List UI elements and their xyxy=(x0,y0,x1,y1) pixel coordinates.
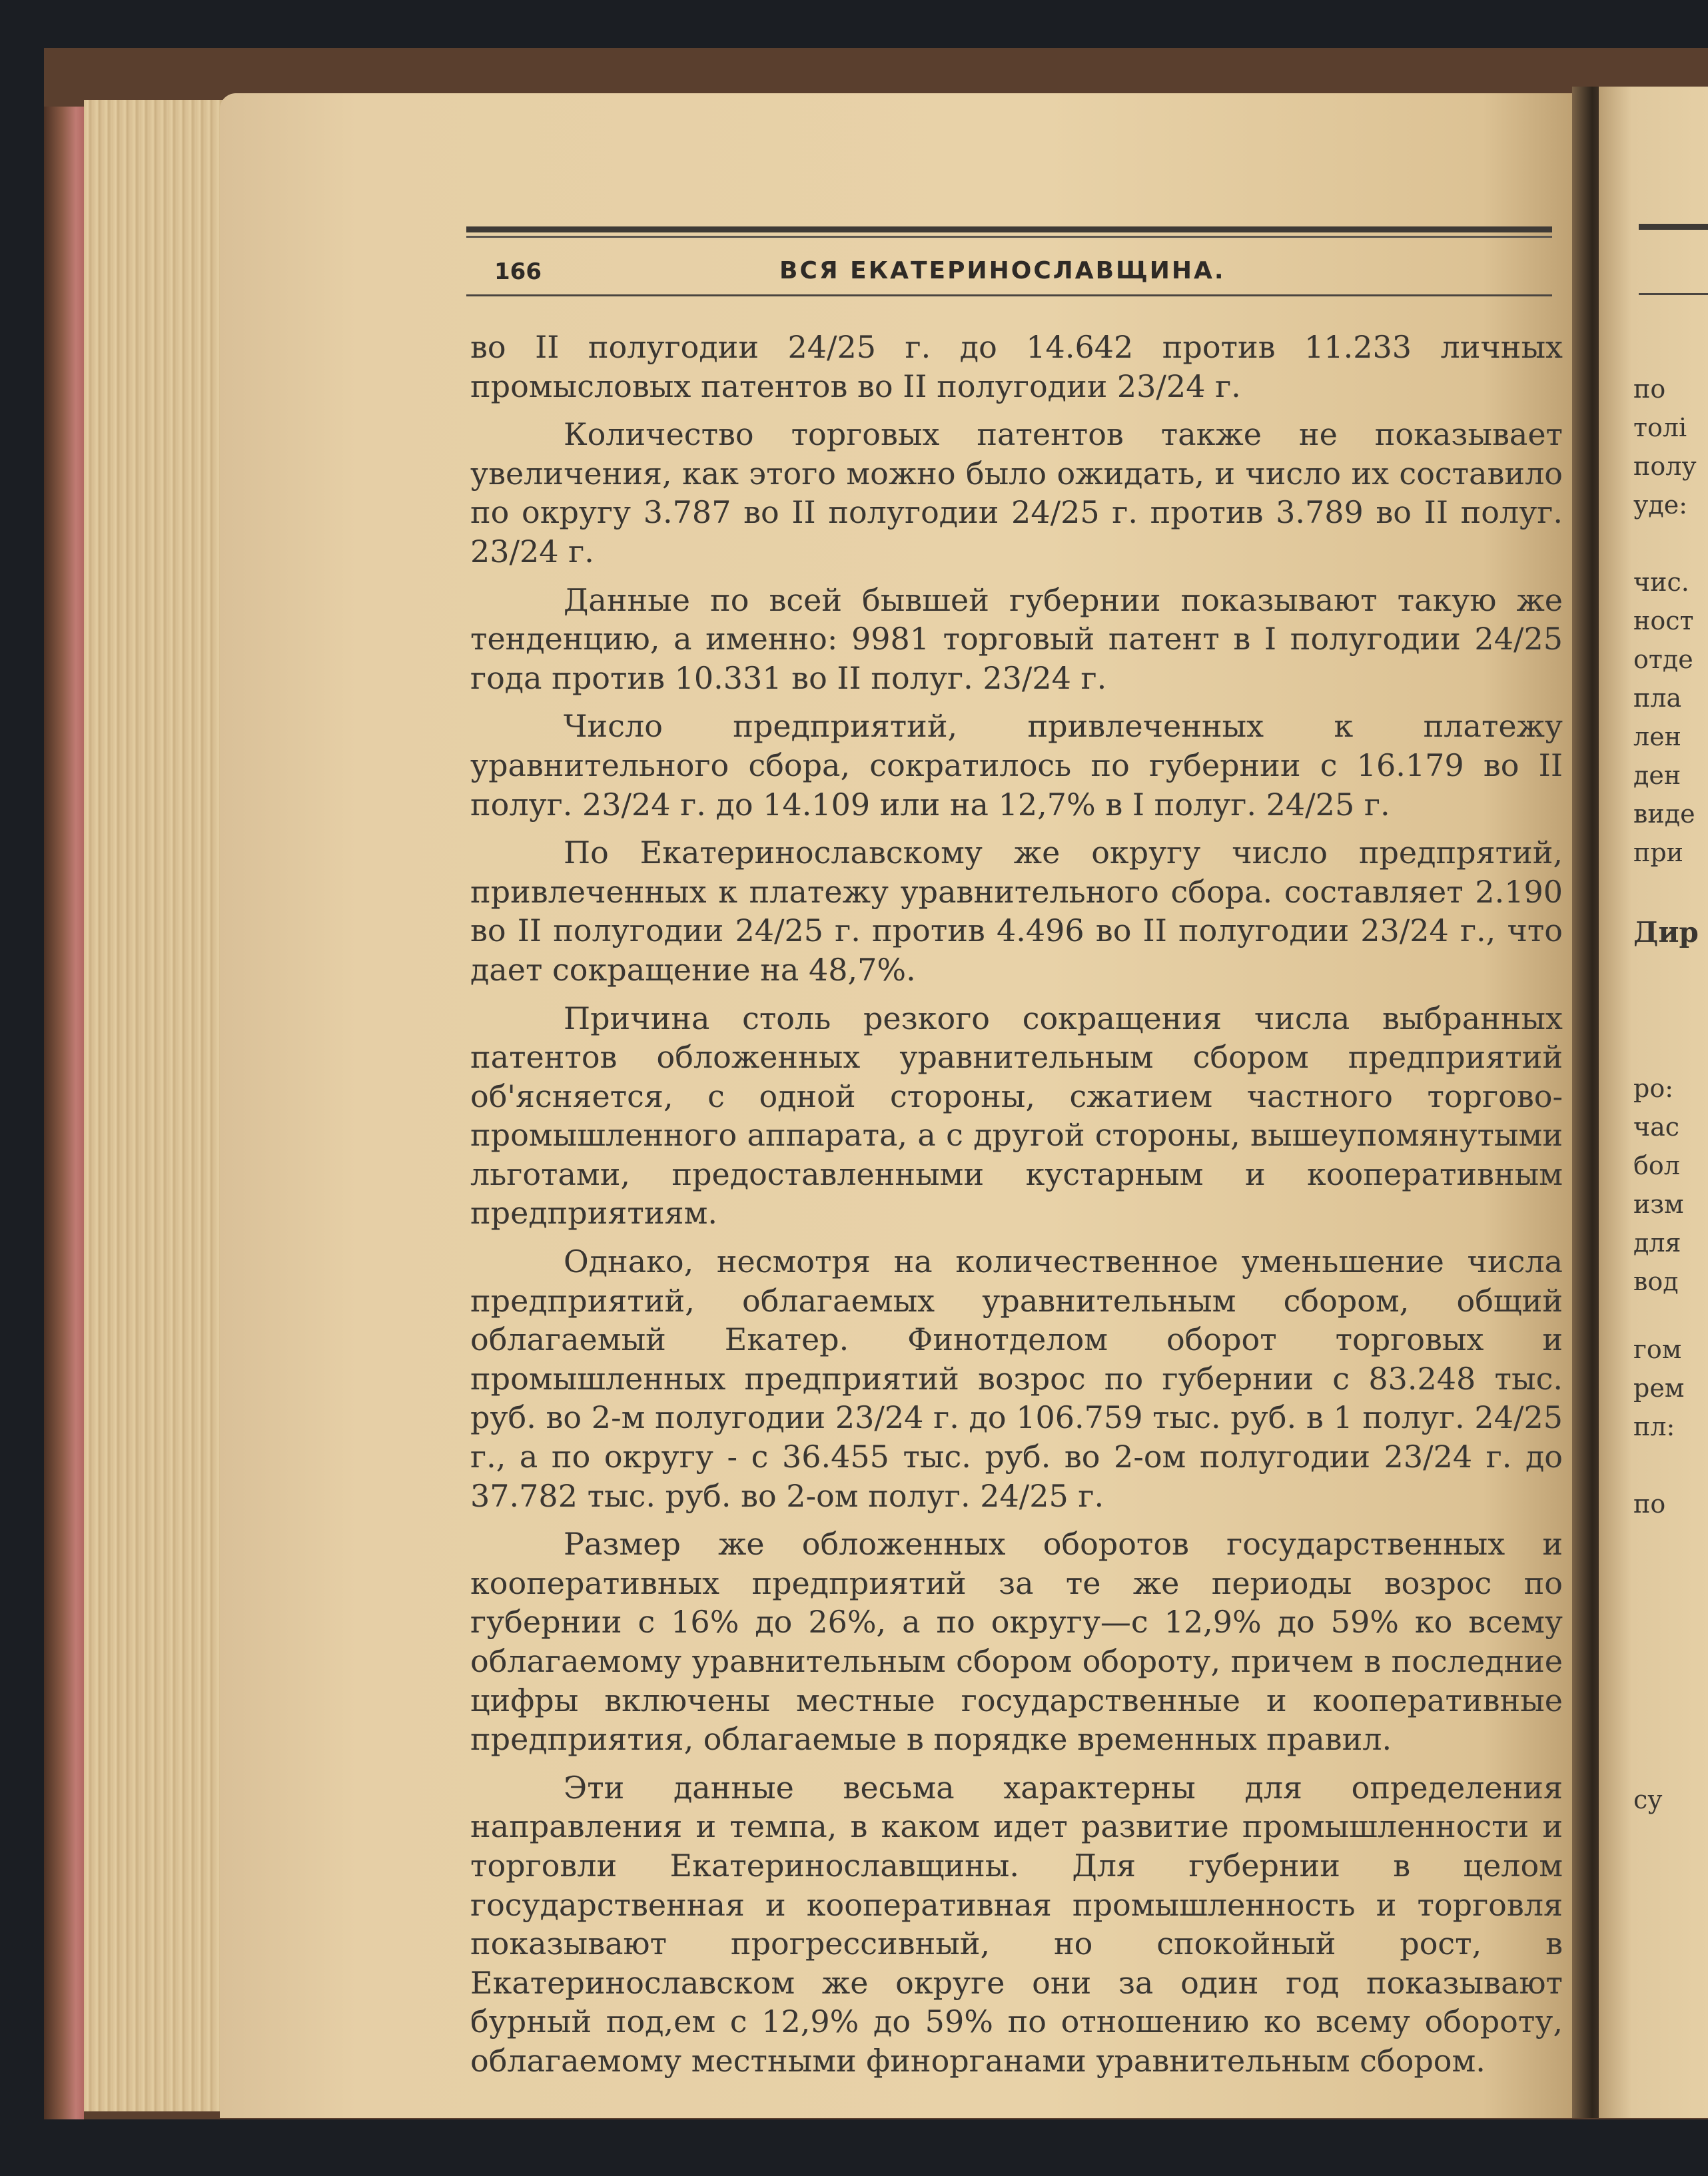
paragraph: Эти данные весьма характерны для определения направления и темпа, в каком идет развитие промышленности и торговли Екатеринославщины. Для губернии в целом государственная и кооперативная промышленность и торговля показывают прогрессивный, но спокойный рост, в Екатеринославском же округе они за один год показывают бурный под,ем с 12,9% до 59% по отношению ко всему обороту, облагаемому местными финорганами уравнительным сбором. xyxy=(470,1769,1563,2079)
right-page-fragment: толі xyxy=(1633,413,1687,442)
book-edge xyxy=(44,107,84,2119)
right-page-fragment: полу xyxy=(1633,452,1697,481)
right-header-underline xyxy=(1639,293,1708,295)
paragraph: Однако, несмотря на количественное уменьшение числа предприятий, облагаемых уравнительным сбором, общий облагаемый Екатер. Финотделом оборот торговых и промышленных предприятий возрос по губернии с 83.248 тыс. руб. во 2-м полугодии 23/24 г. до 106.759 тыс. руб. в 1 полуг. 24/25 г., а по округу - с 36.455 тыс. руб. во 2-ом полугодии 23/24 г. до 37.782 тыс. руб. во 2-ом полуг. 24/25 г. xyxy=(470,1244,1563,1514)
header-rule-thick xyxy=(466,226,1552,232)
right-page-fragment: по xyxy=(1633,374,1666,404)
right-page-fragment: при xyxy=(1633,838,1683,867)
paragraph: Данные по всей бывшей губернии показывают такую же тенденцию, а именно: 9981 торговый патент в I полугодии 24/25 года против 10.331 во II полуг. 23/24 г. xyxy=(470,581,1563,696)
body-text xyxy=(470,328,1563,2090)
right-page-fragment: лен xyxy=(1633,722,1681,751)
paragraph: Количество торговых патентов также не показывает увеличения, как этого можно было ожидать, и число их составило по округу 3.787 во II полугодии 24/25 г. против 3.789 во II полуг. 23/24 г. xyxy=(470,416,1563,569)
header-rule-thin xyxy=(466,236,1552,238)
right-page-fragment: час xyxy=(1633,1112,1680,1142)
header-underline xyxy=(466,294,1552,296)
right-page-fragment: уде: xyxy=(1633,490,1688,520)
page-number: 166 xyxy=(494,258,542,285)
right-page-fragment: ден xyxy=(1633,761,1681,790)
right-page-fragment: чис. xyxy=(1633,567,1689,597)
paragraph: По Екатеринославскому же округу число предпрятий, привлеченных к платежу уравнительного сбора. составляет 2.190 во II полугодии 24/25 г. против 4.496 во II полугодии 23/24 г., что дает сокращение на 48,7%. xyxy=(470,835,1563,988)
right-page-fragment: рем xyxy=(1633,1373,1685,1403)
right-page-fragment: изм xyxy=(1633,1190,1684,1219)
running-title: ВСЯ ЕКАТЕРИНОСЛАВЩИНА. xyxy=(779,257,1226,284)
right-page-fragment: су xyxy=(1633,1785,1663,1814)
right-page-heading-fragment: Дир xyxy=(1633,916,1699,948)
right-page-fragment: гом xyxy=(1633,1335,1682,1364)
right-header-rule xyxy=(1639,224,1708,230)
right-page-fragment: виде xyxy=(1633,799,1695,829)
paragraph: во II полугодии 24/25 г. до 14.642 против 11.233 личных промысловых патентов во II полугодии 23/24 г. xyxy=(470,329,1563,404)
right-page-fragment: ро: xyxy=(1633,1074,1674,1103)
paragraph: Причина столь резкого сокращения числа выбранных патентов обложенных уравнительным сбором предприятий об'ясняется, с одной стороны, сжатием частного торгово-промышленного аппарата, а с другой стороны, вышеупомянутыми льготами, предоставленными кустарным и кооперативным предприятиям. xyxy=(470,1000,1563,1232)
right-page-fragment: ност xyxy=(1633,606,1694,635)
right-page-fragment: бол xyxy=(1633,1151,1680,1180)
right-page-fragment: по xyxy=(1633,1489,1666,1519)
right-page-fragment: отде xyxy=(1633,645,1693,674)
right-page-fragment: пла xyxy=(1633,683,1682,713)
paragraph: Число предприятий, привлеченных к платежу уравнительного сбора, сократилось по губернии с 16.179 во II полуг. 23/24 г. до 14.109 или на 12,7% в I полуг. 24/25 г. xyxy=(470,708,1563,823)
right-page-fragment: для xyxy=(1633,1228,1681,1258)
paragraph: Размер же обложенных оборотов государственных и кооперативных предприятий за те же периоды возрос по губернии с 16% до 26%, а по округу—с 12,9% до 59% ко всему облагаемому уравнительным сбором обороту, причем в последние цифры включены местные государственные и кооперативные предприятия, облагаемые в порядке временных правил. xyxy=(470,1526,1563,1758)
right-page-fragment: вод xyxy=(1633,1267,1679,1296)
right-page-fragment: пл: xyxy=(1633,1412,1675,1441)
